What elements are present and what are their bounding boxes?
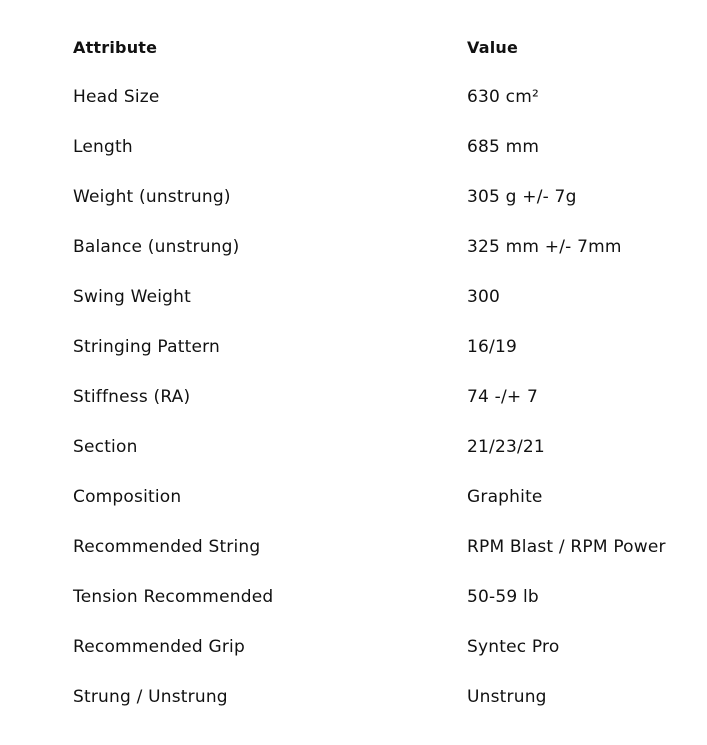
attribute-cell: Head Size xyxy=(73,87,160,107)
attribute-cell: Swing Weight xyxy=(73,287,192,307)
table-row xyxy=(73,322,693,372)
value-cell: 50-59 lb xyxy=(467,587,539,607)
value-cell: 685 mm xyxy=(467,137,540,157)
table-row xyxy=(73,422,693,472)
table-header-row xyxy=(73,22,693,72)
attribute-cell: Length xyxy=(73,137,133,157)
attribute-cell: Stringing Pattern xyxy=(73,337,220,357)
table-row xyxy=(73,672,693,722)
table-row xyxy=(73,272,693,322)
value-cell: 325 mm +/- 7mm xyxy=(467,237,622,257)
attribute-cell: Recommended Grip xyxy=(73,637,245,657)
attribute-cell: Strung / Unstrung xyxy=(73,687,228,707)
attribute-cell: Weight (unstrung) xyxy=(73,187,231,207)
table-row xyxy=(73,172,693,222)
value-cell: 21/23/21 xyxy=(467,437,545,457)
table-row xyxy=(73,72,693,122)
table-row xyxy=(73,522,693,572)
attribute-cell: Section xyxy=(73,437,138,457)
value-cell: RPM Blast / RPM Power xyxy=(467,537,666,557)
attribute-cell: Composition xyxy=(73,487,182,507)
table-row xyxy=(73,222,693,272)
value-cell: Syntec Pro xyxy=(467,637,560,657)
value-cell: 16/19 xyxy=(467,337,517,357)
value-cell: Unstrung xyxy=(467,687,547,707)
value-cell: 630 cm² xyxy=(467,87,539,107)
attribute-cell: Balance (unstrung) xyxy=(73,237,240,257)
attribute-column-header: Attribute xyxy=(73,37,158,57)
value-column-header: Value xyxy=(467,37,519,57)
table-row xyxy=(73,622,693,672)
table-row xyxy=(73,572,693,622)
value-cell: 74 -/+ 7 xyxy=(467,387,538,407)
attribute-cell: Stiffness (RA) xyxy=(73,387,191,407)
attribute-cell: Recommended String xyxy=(73,537,261,557)
table-row xyxy=(73,372,693,422)
specifications-table xyxy=(73,22,693,722)
table-row xyxy=(73,122,693,172)
attribute-cell: Tension Recommended xyxy=(73,587,274,607)
value-cell: 300 xyxy=(467,287,501,307)
table-row xyxy=(73,472,693,522)
value-cell: Graphite xyxy=(467,487,543,507)
value-cell: 305 g +/- 7g xyxy=(467,187,577,207)
